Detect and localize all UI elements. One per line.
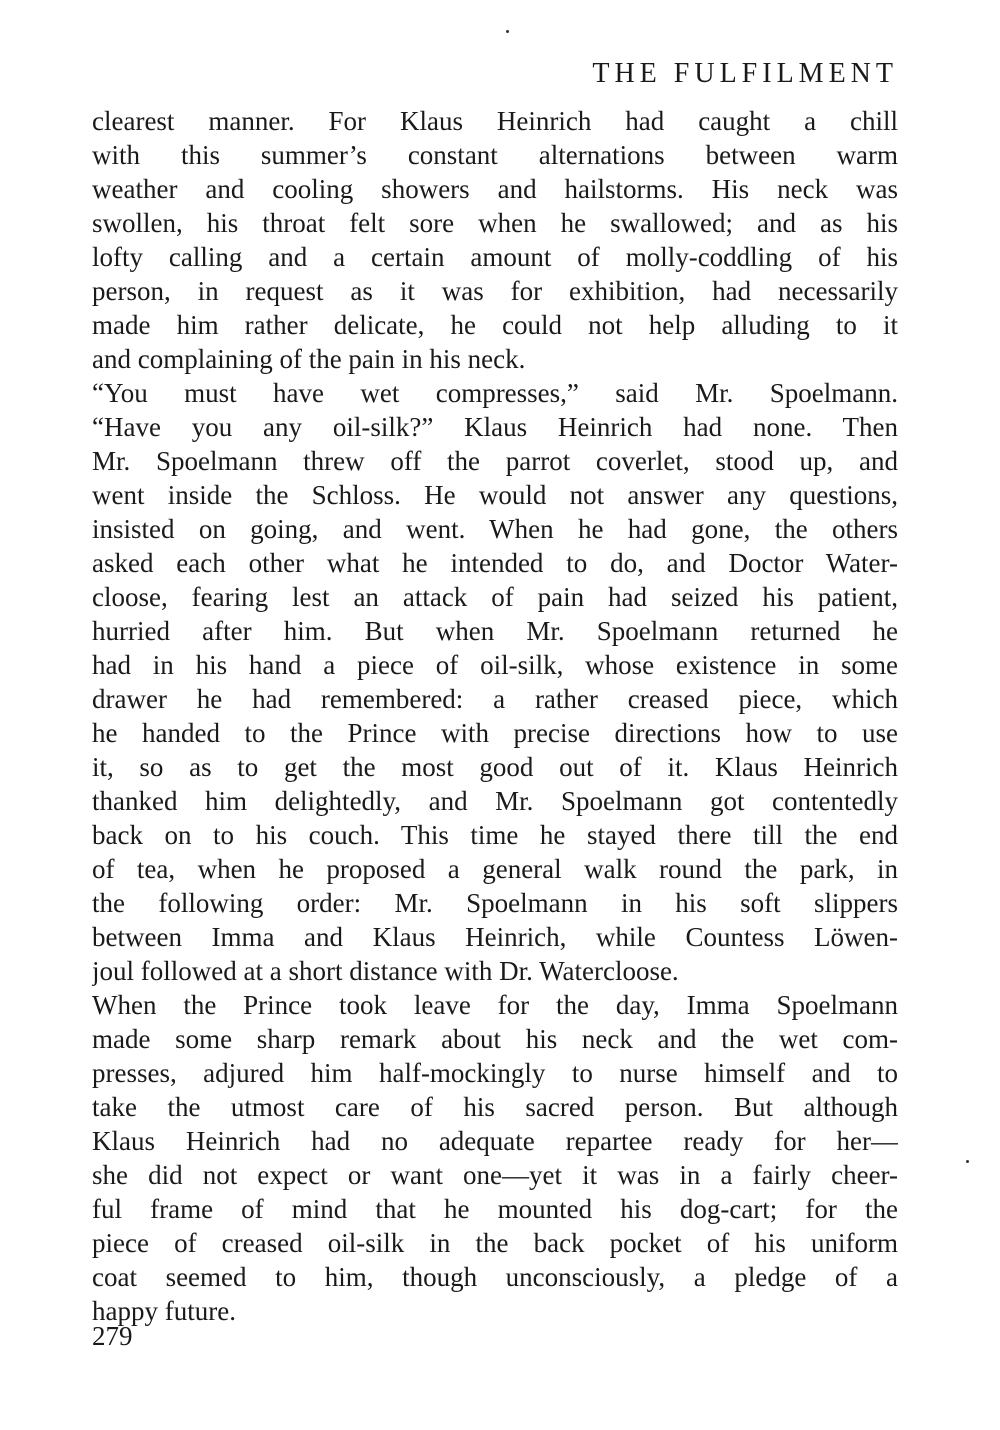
text-line: coat seemed to him, though unconsciously, a pledge of a [92, 1262, 898, 1292]
text-line: take the utmost care of his sacred person. But although [92, 1092, 898, 1122]
text-line: and complaining of the pain in his neck. [92, 344, 526, 374]
text-line: piece of creased oil-silk in the back pocket of his uniform [92, 1228, 898, 1258]
text-line: When the Prince took leave for the day, Imma Spoelmann [92, 990, 898, 1020]
text-line: she did not expect or want one—yet it was in a fairly cheer- [92, 1160, 898, 1190]
text-line: made him rather delicate, he could not help alluding to it [92, 310, 898, 340]
text-line: the following order: Mr. Spoelmann in his soft slippers [92, 888, 898, 918]
text-line: “You must have wet compresses,” said Mr. Spoelmann. [92, 378, 898, 408]
text-line: lofty calling and a certain amount of molly-coddling of his [92, 242, 898, 272]
text-line: between Imma and Klaus Heinrich, while Countess Löwen- [92, 922, 898, 952]
running-title: THE FULFILMENT [592, 58, 898, 89]
text-line: thanked him delightedly, and Mr. Spoelmann got contentedly [92, 786, 898, 816]
text-line: asked each other what he intended to do, and Doctor Water- [92, 548, 898, 578]
text-line: of tea, when he proposed a general walk round the park, in [92, 854, 898, 884]
text-line: insisted on going, and went. When he had gone, the others [92, 514, 898, 544]
text-line: weather and cooling showers and hailstorms. His neck was [92, 174, 898, 204]
body-text [92, 104, 898, 1328]
text-line: it, so as to get the most good out of it. Klaus Heinrich [92, 752, 898, 782]
text-line: swollen, his throat felt sore when he swallowed; and as his [92, 208, 898, 238]
text-line: back on to his couch. This time he stayed there till the end [92, 820, 898, 850]
text-line: clearest manner. For Klaus Heinrich had caught a chill [92, 106, 898, 136]
text-line: hurried after him. But when Mr. Spoelmann returned he [92, 616, 898, 646]
text-line: happy future. [92, 1296, 236, 1326]
text-line: cloose, fearing lest an attack of pain had seized his patient, [92, 582, 898, 612]
text-line: went inside the Schloss. He would not answer any questions, [92, 480, 898, 510]
text-line: “Have you any oil-silk?” Klaus Heinrich had none. Then [92, 412, 898, 442]
text-line: had in his hand a piece of oil-silk, whose existence in some [92, 650, 898, 680]
text-line: Klaus Heinrich had no adequate repartee ready for her— [92, 1126, 898, 1156]
print-speck [966, 1160, 969, 1163]
text-line: with this summer’s constant alternations between warm [92, 140, 898, 170]
text-line: joul followed at a short distance with Dr. Watercloose. [92, 956, 679, 986]
text-line: drawer he had remembered: a rather creased piece, which [92, 684, 898, 714]
print-speck [506, 30, 509, 33]
page-number: 279 [92, 1321, 133, 1351]
text-line: person, in request as it was for exhibition, had necessarily [92, 276, 898, 306]
text-line: Mr. Spoelmann threw off the parrot coverlet, stood up, and [92, 446, 898, 476]
text-line: he handed to the Prince with precise directions how to use [92, 718, 898, 748]
text-line: made some sharp remark about his neck and the wet com- [92, 1024, 898, 1054]
text-line: presses, adjured him half-mockingly to nurse himself and to [92, 1058, 898, 1088]
text-line: ful frame of mind that he mounted his dog-cart; for the [92, 1194, 898, 1224]
